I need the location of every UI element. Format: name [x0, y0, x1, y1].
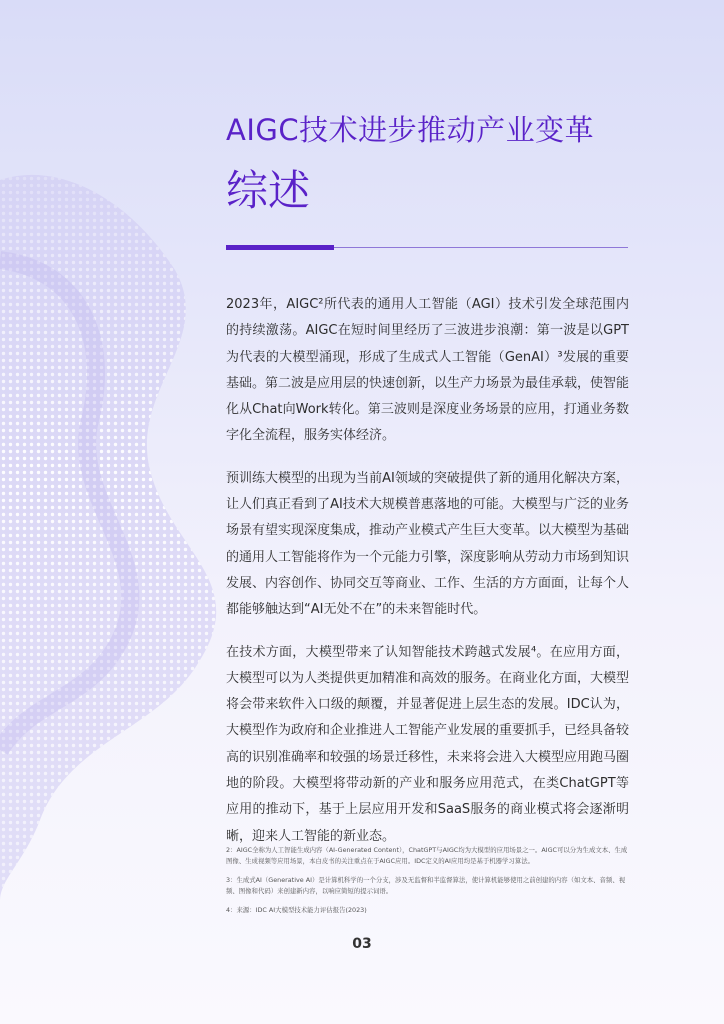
- title-divider-accent: [226, 245, 334, 250]
- page-title: AIGC技术进步推动产业变革: [226, 113, 595, 147]
- paragraph: 在技术方面，大模型带来了认知智能技术跨越式发展⁴。在应用方面，大模型可以为人类提供更加精准和高效的服务。在商业化方面，大模型将会带来软件入口级的颠覆，并显著促进上层生态的发展。IDC认为，大模型作为政府和企业推进人工智能产业发展的重要抓手，已经具备较高的识别准确率和较强的场景迁移性，未来将会进入大模型应用跑马圈地的阶段。大模型将带动新的产业和服务应用范式，在类ChatGPT等应用的推动下，基于上层应用开发和SaaS服务的商业模式将会逐渐明晰，迎来人工智能的新业态。: [226, 644, 630, 844]
- body-text: [226, 292, 629, 866]
- footnote: 4：来源：IDC AI大模型技术能力评估报告(2023): [226, 906, 367, 914]
- footnote: 2：AIGC全称为人工智能生成内容（AI-Generated Content），ChatGPT与AIGC均为大模型的应用场景之一。AIGC可以分为生成文本、生成图像、生成视频等应用场景，本白皮书的关注重点在于AIGC应用。IDC定义的AI应用均是基于机器学习算法。: [226, 846, 628, 865]
- paragraph: 预训练大模型的出现为当前AI领域的突破提供了新的通用化解决方案，让人们真正看到了AI技术大规模普惠落地的可能。大模型与广泛的业务场景有望实现深度集成，推动产业模式产生巨大变革。以大模型为基础的通用人工智能将作为一个元能力引擎，深度影响从劳动力市场到知识发展、内容创作、协同交互等商业、工作、生活的方方面面，让每个人都能够触达到“AI无处不在”的未来智能时代。: [226, 470, 630, 618]
- page-number: 03: [352, 936, 372, 952]
- footnote: 3：生成式AI（Generative AI）是计算机科学的一个分支，涉及无监督和半监督算法，使计算机能够使用之前创建的内容（如文本、音频、视频、图像和代码）来创建新内容，以响应简短的提示词语。: [226, 876, 626, 895]
- title-divider-line: [334, 247, 628, 248]
- footnotes: [226, 845, 630, 924]
- paragraph: 2023年，AIGC²所代表的通用人工智能（AGI）技术引发全球范围内的持续激荡。AIGC在短时间里经历了三波进步浪潮：第一波是以GPT为代表的大模型涌现，形成了生成式人工智能（GenAI）³发展的重要基础。第二波是应用层的快速创新，以生产力场景为最佳承载，使智能化从Chat向Work转化。第三波则是深度业务场景的应用，打通业务数字化全流程，服务实体经济。: [226, 297, 630, 444]
- page-subtitle: 综述: [226, 166, 311, 215]
